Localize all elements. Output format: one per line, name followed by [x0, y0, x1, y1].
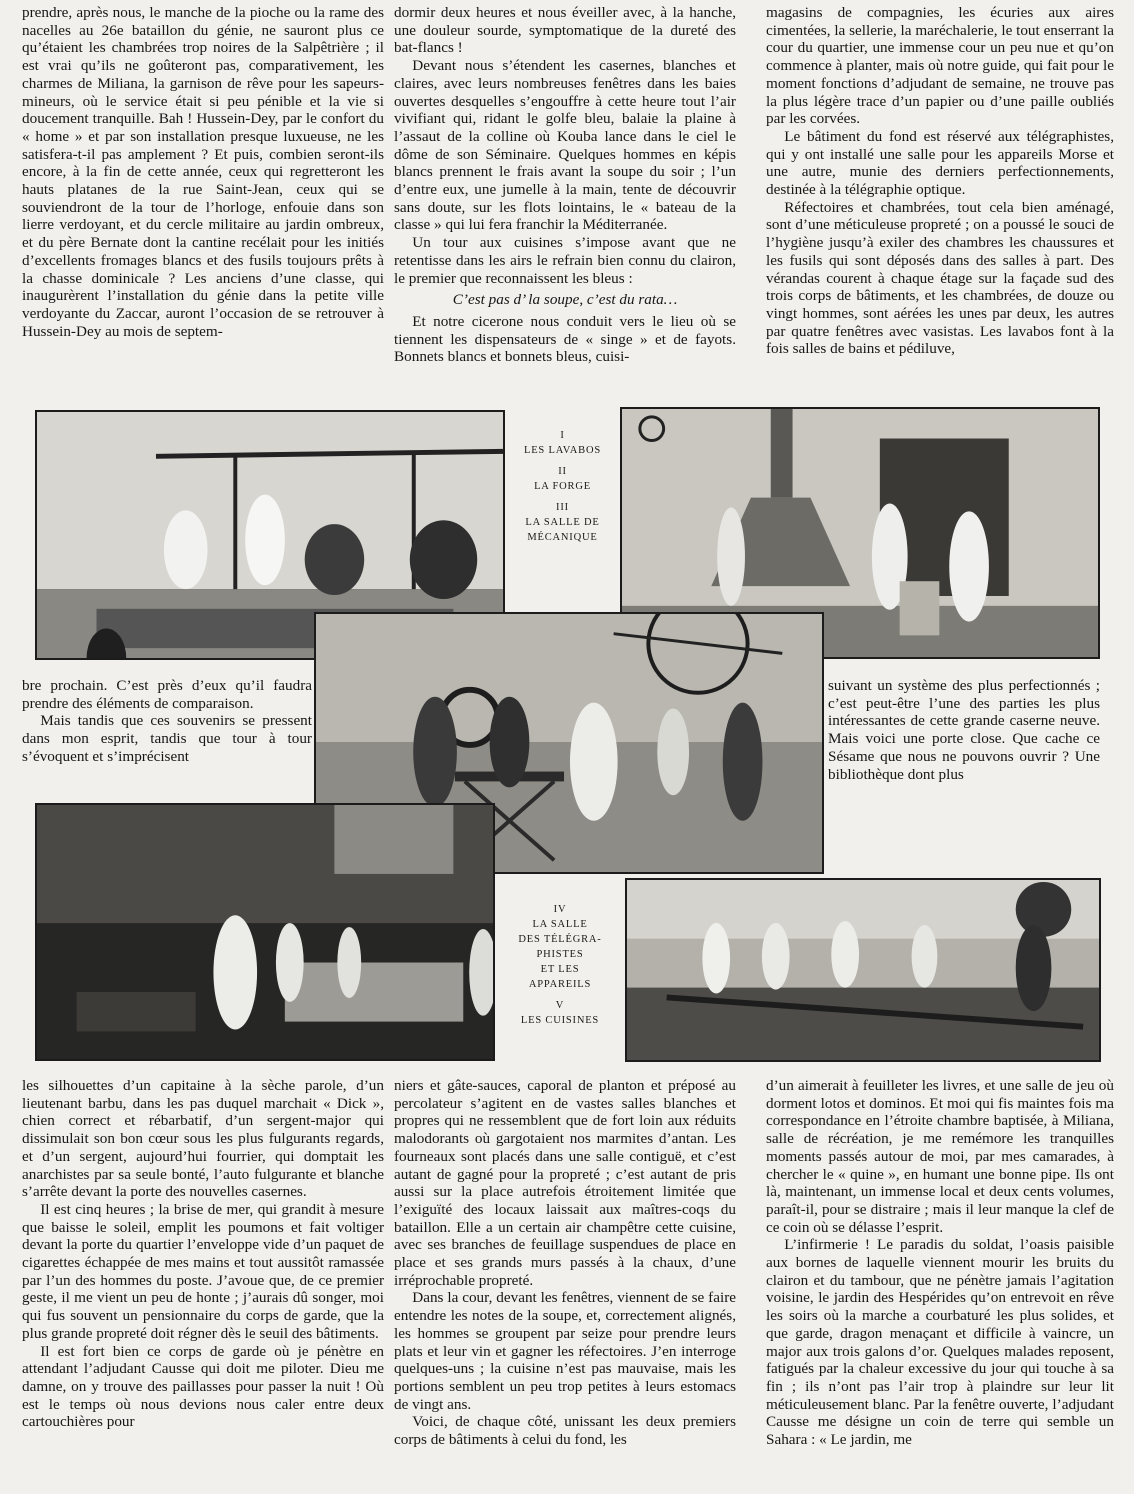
paragraph: Devant nous s’étendent les casernes, blanches et claires, avec leurs nombreuses fenêtres dans les baies ouvertes desquelles s’engouffre à cette heure tout l’air vivifiant qui, ridant le golfe bleu, balaie la plaine à l’assaut de la colline où Kouba lance dans le ciel le dôme de son Séminaire. Quelques hommes en képis blancs prennent le frais avant la soupe du soir ; l’un d’entre eux, une jumelle à la main, tente de découvrir sans doute, sur les flots lointains, le « bateau de la classe » qui lui fera franchir la Méditerranée.: [394, 57, 736, 234]
paragraph: Et notre cicerone nous conduit vers le lieu où se tiennent les dispensateurs de « singe » et de fayots. Bonnets blancs et bonnets bleus, cuisi-: [394, 312, 736, 366]
paragraph: Réfectoires et chambrées, tout cela bien aménagé, sont d’une méticuleuse propreté ; on a poussé le souci de l’hygiène jusqu’à exiler des chambres les chaussures et les fusils qui sont déposés dans des salles à part. Des vérandas courent à chaque étage sur la façade sud des trois corps de bâtiments, et les chambrées, de douze ou vingt hommes, sont aérées les unes par deux, les autres par quatre fenêtres avec vasistas. Les lavabos font à la fois salles de bains et pédiluve,: [766, 198, 1114, 358]
paragraph: L’infirmerie ! Le paradis du soldat, l’oasis paisible aux bornes de laquelle viennent mourir les bruits du clairon et du tambour, que ne pénètre jamais l’agitation voisine, le jardin des Hespérides qu’on entrevoit en rêve les soirs où la marche a courbaturé les plus solides, et que garde, dragon menaçant et difficile à vaincre, un major aux trois galons d’or. Quelques malades reposent, fatigués par la chaleur excessive du jour qui touche à sa fin ; ils n’ont pas l’air trop à plaindre sur leur lit méticuleusement blanc. Par la fenêtre ouverte, l’adjudant Causse me désigne un coin de terre qui semble un Sahara : « Le jardin, me: [766, 1236, 1114, 1449]
column-1-bottom: [22, 1077, 384, 1489]
caption-num: III: [556, 502, 569, 513]
paragraph: d’un aimerait à feuilleter les livres, et une salle de jeu où dorment lotos et dominos. Et moi qui fis maintes fois ma correspondance en l’étroite chambre baptisée, à Miliana, salle de récréation, je me remémore les tranquilles moments passés autour de moi, par mes camarades, à chercher le « quine », en humant une bonne pipe. Ils ont là, maintenant, un immense local et deux cents volumes, paraît-il, pour se distraire ; mais il leur manque la clef de ce coin où se délasse l’esprit.: [766, 1077, 1114, 1236]
paragraph: les silhouettes d’un capitaine à la sèche parole, d’un lieutenant barbu, dans les pas duquel marchait « Dick », chien correct et rébarbatif, d’un sergent-major qui dissimulait son bon cœur sous les plus fulgurants regards, et d’un sergent, aujourd’hui fourrier, qui domptait les anarchistes par sa seule bonté, l’auto fulgurante et blanche s’arrête devant la porte des nouvelles casernes.: [22, 1077, 384, 1201]
caption-num: IV: [553, 904, 567, 915]
column-1-top: [22, 4, 384, 390]
photo-cuisines: [35, 803, 495, 1061]
column-3-middle: [828, 677, 1100, 782]
caption-label: LA SALLE DES TÉLÉGRA- PHISTES ET LES APPAREILS: [518, 919, 602, 990]
photo-telegraphistes: [625, 878, 1101, 1062]
quote: C’est pas d’ la soupe, c’est du rata…: [452, 291, 678, 309]
captions-top: [505, 428, 620, 545]
caption-label: LES LAVABOS: [524, 445, 601, 456]
column-1-middle: [22, 677, 312, 782]
caption-num: I: [560, 430, 565, 441]
column-3-bottom: [766, 1077, 1114, 1489]
paragraph: Le bâtiment du fond est réservé aux télégraphistes, qui y ont installé une salle pour les appareils Morse et une autre, munie des derniers perfectionnements, destinée à la télégraphie optique.: [766, 127, 1114, 199]
paragraph: suivant un système des plus perfectionnés ; c’est peut-être l’une des parties les plus intéressantes de cette grande caserne neuve. Mais voici une porte close. Que cache ce Sésame que nous ne pouvons ouvrir ? Une bibliothèque dont plus: [828, 677, 1100, 782]
caption-num: II: [558, 466, 567, 477]
paragraph: Il est cinq heures ; la brise de mer, qui grandit à mesure que baisse le soleil, emplit les poumons et fait voltiger devant la porte du quartier l’enveloppe vide d’un paquet de cigarettes échappée de mes mains et tout aussitôt ramassée par l’un des hommes du poste. J’avoue que, de ce premier geste, il me vient un peu de honte ; j’aurais dû songer, moi qui fus souvent un pensionnaire du corps de garde, que la plus grande propreté doit régner dès le seuil des bâtiments.: [22, 1200, 384, 1342]
caption-label: LA FORGE: [534, 481, 591, 492]
caption-num: V: [555, 1000, 565, 1011]
caption-label: LA SALLE DE MÉCANIQUE: [525, 517, 600, 543]
paragraph: dormir deux heures et nous éveiller avec, à la hanche, une douleur sourde, symptomatique de la dureté des bat-flancs !: [394, 4, 736, 57]
column-2-bottom: [394, 1077, 736, 1489]
column-3-top: [766, 4, 1114, 390]
column-2-top: [394, 4, 736, 390]
paragraph: bre prochain. C’est près d’eux qu’il faudra prendre des éléments de comparaison.: [22, 677, 312, 712]
paragraph: Mais tandis que ces souvenirs se pressent dans mon esprit, tandis que tour à tour s’évoquent et s’imprécisent: [22, 712, 312, 765]
paragraph: Dans la cour, devant les fenêtres, viennent de se faire entendre les notes de la soupe, et, correctement alignés, les hommes se groupent par seize pour prendre leurs plats et leur vin et gagner les réfectoires. J’en interroge quelques-uns ; la cuisine n’est pas mauvaise, mais les portions semblent un peu trop petites à leurs estomacs de vingt ans.: [394, 1289, 736, 1413]
paragraph: Il est fort bien ce corps de garde où je pénètre en attendant l’adjudant Causse qui doit me piloter. Dieu me damne, on y trouve des paillasses pour passer la nuit ! Où est le temps où nous devions nous caler entre deux cartouchières pour: [22, 1342, 384, 1431]
caption-label: LES CUISINES: [520, 1015, 600, 1026]
paragraph: niers et gâte-sauces, caporal de planton et préposé au percolateur s’agitent en de vastes salles blanches et propres qui ne ressemblent que de fort loin aux réduits malodorants où gargotaient nos marmites d’antan. Les fourneaux sont placés dans une salle contiguë, et c’est autant de gagné pour la propreté ; c’est autant de pris aussi sur la place autrefois étroitement limitée que l’exiguïté des locaux laissait aux maîtres-coqs du bataillon. Elle a un certain air champêtre cette cuisine, avec ses branches de feuillage suspendues de place en place et ses grands murs passés à la chaux, d’une irréprochable propreté.: [394, 1077, 736, 1289]
paragraph: prendre, après nous, le manche de la pioche ou la rame des nacelles au 26e bataillon du génie, ne sauront plus ce qu’étaient les chambrées trop noires de la Salpêtrière ; il est vrai qu’ils ne goûteront pas, comparativement, les charmes de Miliana, la garnison de rêve pour les sapeurs-mineurs, où le service était si peu pénible et la vie si doucement tranquille. Bah ! Hussein-Dey, par le confort du « home » et par son installation presque luxueuse, ne les satisfera-t-il pas amplement ? Et puis, combien seront-ils encore, à la fin de cette année, ceux qui regretteront les hauts platanes de la rue Saint-Jean, ceux qui se souviendront de la tour de l’horloge, enfouie dans son lierre verdoyant, et du cercle militaire au jardin ombreux, et du père Bernate dont la cantine recélait pour les initiés d’excellents fromages blancs et des fusils toujours prêts à la chasse dominicale ? Les anciens d’une classe, qui inaugurèrent l’installation du génie dans la petite ville verdoyante du Zaccar, auront l’occasion de se retrouver à Hussein-Dey au mois de septem-: [22, 4, 384, 340]
captions-bottom: [495, 902, 625, 1028]
paragraph: Voici, de chaque côté, unissant les deux premiers corps de bâtiments à celui du fond, les: [394, 1413, 736, 1449]
paragraph: magasins de compagnies, les écuries aux aires cimentées, la sellerie, la maréchalerie, le tout enserrant la cour du quartier, une immense cour un peu nue et qu’on commence à planter, mais où notre guide, qui fait pour le moment fonctions d’adjudant de semaine, ne trouve pas la plus légère trace d’un papier ou d’une paille oubliés par les corvées.: [766, 4, 1114, 128]
paragraph: Un tour aux cuisines s’impose avant que ne retentisse dans les airs le refrain bien connu du clairon, le premier que reconnaissent les bleus :: [394, 234, 736, 287]
